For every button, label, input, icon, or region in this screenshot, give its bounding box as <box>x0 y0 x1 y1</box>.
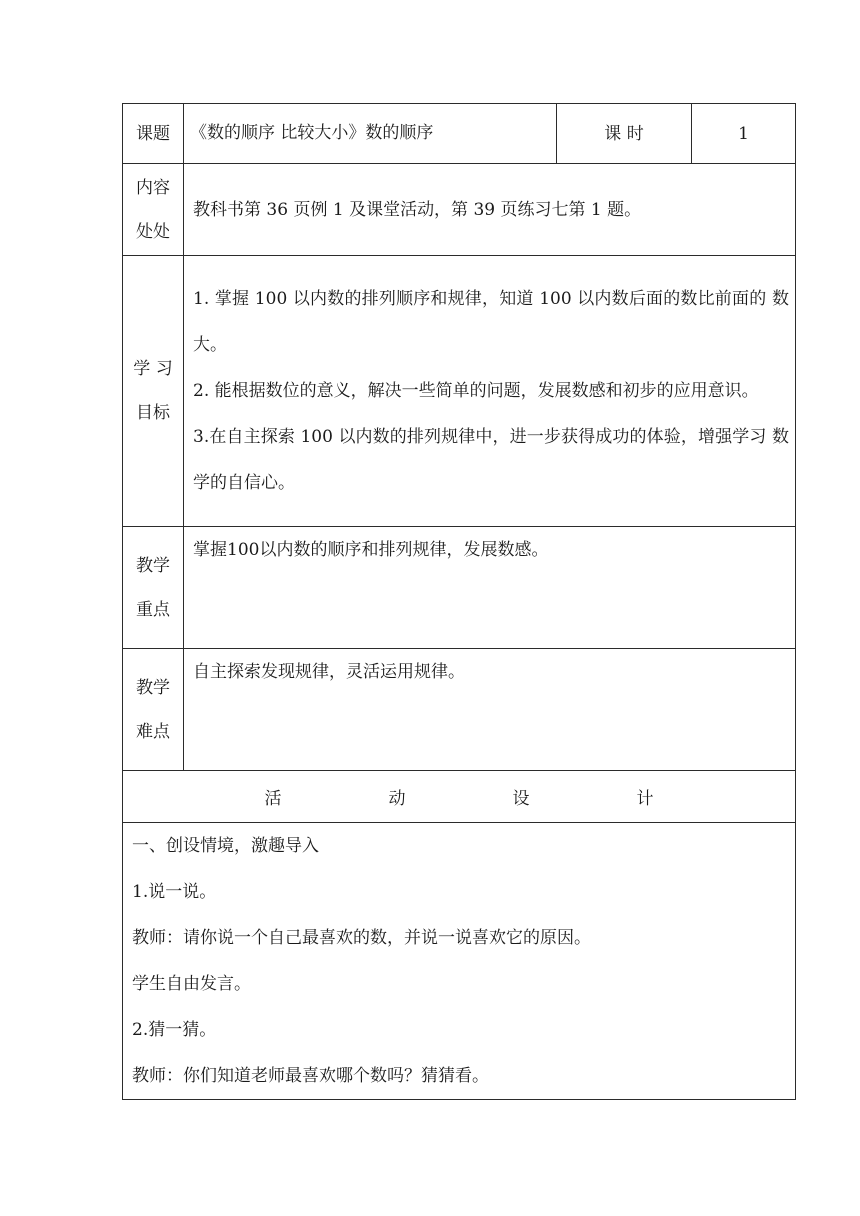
activity-heading-char: 设 <box>512 789 530 809</box>
objective-item: 2. 能根据数位的意义，解决一些简单的问题，发展数感和初步的应用意识。 <box>193 381 759 401</box>
key-points-text: 掌握100以内数的顺序和排列规律，发展数感。 <box>184 527 796 649</box>
content-source-label-line1: 内容 <box>136 177 170 198</box>
objective-item: 3.在自主探索 100 以内数的排列规律中，进一步获得成功的体验，增强学习 数学的自信心。 <box>193 427 789 493</box>
design-line: 2.猜一猜。 <box>132 1020 217 1040</box>
period-value: 1 <box>692 104 796 164</box>
objectives-label-line2: 目标 <box>136 403 170 423</box>
design-line: 1.说一说。 <box>132 882 217 902</box>
activity-heading-char: 活 <box>264 789 282 809</box>
activity-design-heading <box>123 771 796 823</box>
difficulties-label <box>123 649 184 771</box>
objectives-label-line1: 学 习 <box>133 359 173 379</box>
design-line: 学生自由发言。 <box>132 974 251 994</box>
objectives-list <box>184 256 796 527</box>
key-points-label <box>123 527 184 649</box>
objective-item: 1. 掌握 100 以内数的排列顺序和规律，知道 100 以内数后面的数比前面的 数大。 <box>193 289 789 355</box>
design-content <box>123 823 796 1100</box>
design-heading: 一、创设情境，激趣导入 <box>132 836 319 856</box>
lesson-title <box>184 104 557 164</box>
key-points-label-line2: 重点 <box>136 599 170 620</box>
lesson-plan-table <box>122 103 796 1100</box>
content-source-label <box>123 164 184 256</box>
design-line: 教师：你们知道老师最喜欢哪个数吗？猜猜看。 <box>132 1066 489 1086</box>
key-points-label-line1: 教学 <box>136 555 170 576</box>
lesson-title-main: 《数的顺序 比较大小》 <box>190 123 366 144</box>
activity-heading-char: 计 <box>636 789 654 809</box>
period-label: 课 时 <box>557 104 692 164</box>
difficulties-text: 自主探索发现规律，灵活运用规律。 <box>184 649 796 771</box>
difficulties-label-line2: 难点 <box>136 721 170 742</box>
title-row <box>123 104 796 164</box>
difficulties-row <box>123 649 796 771</box>
activity-header-row <box>123 771 796 823</box>
content-source-label-line2: 处处 <box>136 221 170 242</box>
design-row <box>123 823 796 1100</box>
difficulties-label-line1: 教学 <box>136 677 170 698</box>
title-label: 课题 <box>123 104 184 164</box>
objectives-row <box>123 256 796 527</box>
design-line: 教师：请你说一个自己最喜欢的数，并说一说喜欢它的原因。 <box>132 928 591 948</box>
activity-heading-char: 动 <box>388 789 406 809</box>
content-source-text: 教科书第 36 页例 1 及课堂活动，第 39 页练习七第 1 题。 <box>184 164 796 256</box>
key-points-row <box>123 527 796 649</box>
content-source-row <box>123 164 796 256</box>
objectives-label <box>123 256 184 527</box>
lesson-title-sub: 数的顺序 <box>365 123 434 144</box>
